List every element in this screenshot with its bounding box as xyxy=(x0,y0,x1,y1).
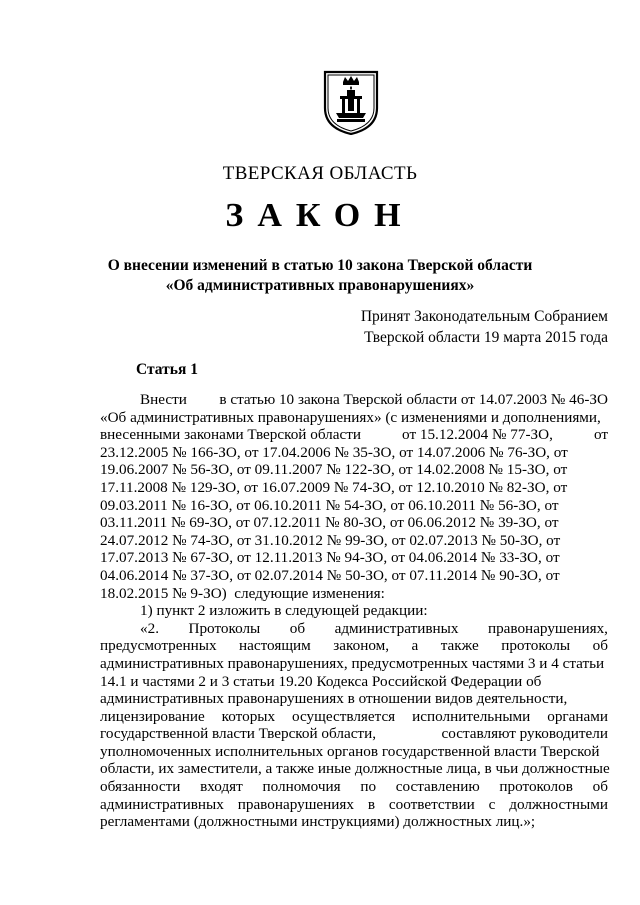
body-line xyxy=(100,532,608,550)
body-line xyxy=(100,620,608,638)
body-line xyxy=(100,391,608,409)
body-text: Протоколы xyxy=(188,619,261,637)
subtitle-line: О внесении изменений в статью 10 закона Тверской области xyxy=(107,257,533,274)
body-line xyxy=(100,708,608,726)
body-line xyxy=(100,725,608,743)
body-line xyxy=(100,514,608,532)
body-line xyxy=(100,426,608,444)
adoption-line: Тверской области 19 марта 2015 года xyxy=(364,329,608,346)
body-text: органами xyxy=(547,707,608,725)
body-text: административных правонарушениях, предусмотренных частями 3 и 4 статьи xyxy=(100,654,605,672)
body-text: должностными xyxy=(509,795,608,813)
body-text: также xyxy=(440,637,479,655)
body-text: административных правонарушениях в отношении видов деятельности, xyxy=(100,690,568,708)
body-text: Внести xyxy=(140,391,187,408)
body-text: лицензирование xyxy=(100,707,205,725)
body-text: исполнительными xyxy=(412,707,531,725)
body-text: государственной власти Тверской области, xyxy=(100,725,376,743)
body-text: 23.12.2005 № 166-ЗО, от 17.04.2006 № 35-ЗО, от 14.07.2006 № 76-ЗО, от xyxy=(100,443,568,461)
body-line xyxy=(100,796,608,814)
body-text: осуществляется xyxy=(292,707,396,725)
article-body xyxy=(100,391,608,831)
body-text: протоколов xyxy=(499,778,573,796)
body-line xyxy=(100,585,608,603)
body-line xyxy=(100,637,608,655)
body-line xyxy=(100,461,608,479)
body-text: по xyxy=(360,778,377,796)
body-line xyxy=(100,690,608,708)
body-text: 18.02.2015 № 9-ЗО) следующие изменения: xyxy=(100,584,385,602)
adoption-line: Принят Законодательным Собранием xyxy=(360,308,608,325)
body-text: от 15.12.2004 № 77-ЗО, xyxy=(402,426,553,444)
body-line xyxy=(100,479,608,497)
body-line xyxy=(100,602,608,620)
body-text: составляют руководители xyxy=(441,725,608,743)
document-type-title: ЗАКОН xyxy=(225,197,415,234)
body-text: уполномоченных исполнительных органов государственной власти Тверской xyxy=(100,742,600,760)
body-text: предусмотренных xyxy=(100,637,217,655)
body-text: регламентами (должностными инструкциями) должностных лиц.»; xyxy=(100,813,536,831)
body-line xyxy=(100,497,608,515)
body-line xyxy=(100,655,608,673)
body-text: в xyxy=(367,795,376,813)
body-text: 14.1 и частями 2 и 3 статьи 19.20 Кодекса Российской Федерации об xyxy=(100,672,542,690)
body-text: внесенными законами Тверской области xyxy=(100,426,361,444)
body-text: «Об административных правонарушениях» (с изменениями и дополнениями, xyxy=(100,408,601,426)
body-line xyxy=(100,444,608,462)
region-title: ТВЕРСКАЯ ОБЛАСТЬ xyxy=(222,163,418,184)
body-text: об xyxy=(289,619,306,637)
coat-of-arms-emblem xyxy=(323,68,379,135)
body-text: 1) пункт 2 изложить в следующей редакции: xyxy=(140,602,428,620)
body-text: составлению xyxy=(395,778,480,796)
body-text: от xyxy=(593,426,608,444)
body-text: 09.03.2011 № 16-ЗО, от 06.10.2011 № 54-ЗО, от 06.10.2011 № 56-ЗО, от xyxy=(100,496,559,514)
law-subtitle xyxy=(0,256,640,296)
body-text: административных xyxy=(334,619,459,637)
body-text: с xyxy=(488,795,496,813)
body-text: «2. xyxy=(140,619,159,637)
body-line xyxy=(100,409,608,427)
body-text: 03.11.2011 № 69-ЗО, от 07.12.2011 № 80-ЗО, от 06.06.2012 № 39-ЗО, от xyxy=(100,514,559,532)
body-line xyxy=(100,778,608,796)
body-text: правонарушениях, xyxy=(487,619,608,637)
body-text: области, их заместители, а также иные должностные лица, в чьи должностные xyxy=(100,760,610,778)
body-text: входят xyxy=(200,778,243,796)
body-text: которых xyxy=(221,707,276,725)
body-line xyxy=(100,549,608,567)
body-text: настоящим xyxy=(239,637,311,655)
body-text: административных xyxy=(100,795,224,813)
body-text: а xyxy=(411,637,419,655)
body-text: законом, xyxy=(333,637,390,655)
body-text: в статью 10 закона Тверской области от 14.07.2003 № 46-ЗО xyxy=(219,391,608,408)
article-heading: Статья 1 xyxy=(136,361,198,378)
body-text: правонарушениях xyxy=(237,795,354,813)
body-text: полномочия xyxy=(262,778,341,796)
body-text: 24.07.2012 № 74-ЗО, от 31.10.2012 № 99-ЗО, от 02.07.2013 № 50-ЗО, от xyxy=(100,531,561,549)
body-line xyxy=(100,567,608,585)
body-text: соответствии xyxy=(388,795,475,813)
body-line xyxy=(100,673,608,691)
subtitle-line: «Об административных правонарушениях» xyxy=(165,277,475,294)
body-line xyxy=(100,743,608,761)
body-text: 04.06.2014 № 37-ЗО, от 02.07.2014 № 50-ЗО, от 07.11.2014 № 90-ЗО, от xyxy=(100,566,560,584)
body-text: 17.07.2013 № 67-ЗО, от 12.11.2013 № 94-ЗО, от 04.06.2014 № 33-ЗО, от xyxy=(100,549,560,567)
body-text: обязанности xyxy=(100,778,181,796)
body-text: об xyxy=(592,778,608,796)
body-text: 19.06.2007 № 56-ЗО, от 09.11.2007 № 122-ЗО, от 14.02.2008 № 15-ЗО, от xyxy=(100,461,568,479)
body-text: 17.11.2008 № 129-ЗО, от 16.07.2009 № 74-ЗО, от 12.10.2010 № 82-ЗО, от xyxy=(100,478,568,496)
body-text: протоколы xyxy=(501,637,571,655)
adoption-note xyxy=(361,306,608,348)
body-line xyxy=(100,813,608,831)
body-line xyxy=(100,760,608,778)
body-text: об xyxy=(592,637,608,655)
